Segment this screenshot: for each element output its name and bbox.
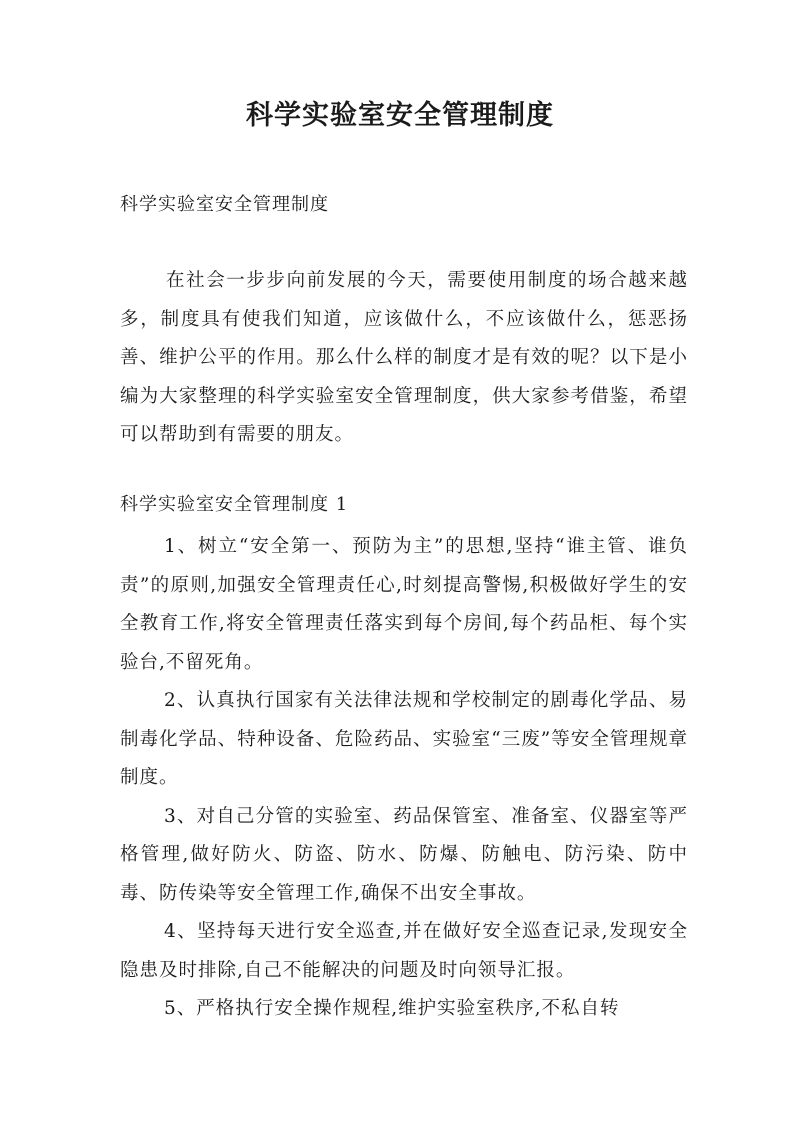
document-title: 科学实验室安全管理制度 [246,100,554,131]
intro-paragraph: 在社会一步步向前发展的今天，需要使用制度的场合越来越多，制度具有使我们知道，应该做什么，不应该做什么，惩恶扬善、维护公平的作用。那么什么样的制度才是有效的呢？以下是小编为大家整理的科学实验室安全管理制度，供大家参考借鉴，希望可以帮助到有需要的朋友。 [120,270,688,445]
rule-item-4: 4、坚持每天进行安全巡查,并在做好安全巡查记录,发现安全隐患及时排除,自己不能解决的问题及时向领导汇报。 [120,921,688,981]
rules-list [120,528,688,1029]
rule-item-3: 3、对自己分管的实验室、药品保管室、准备室、仪器室等严格管理,做好防火、防盗、防水、防爆、防触电、防污染、防中毒、防传染等安全管理工作,确保不出安全事故。 [120,805,688,904]
rule-item-2: 2、认真执行国家有关法律法规和学校制定的剧毒化学品、易制毒化学品、特种设备、危险药品、实验室“三废”等安全管理规章制度。 [120,690,688,788]
rule-item-1: 1、树立“安全第一、预防为主”的思想,坚持“谁主管、谁负责”的原则,加强安全管理责任心,时刻提高警惕,积极做好学生的安全教育工作,将安全管理责任落实到每个房间,每个药品柜、每个实验台,不留死角。 [120,536,688,673]
document-subtitle: 科学实验室安全管理制度 [120,194,329,215]
rule-item-5: 5、严格执行安全操作规程,维护实验室秩序,不私自转 [164,998,620,1019]
section-heading: 科学实验室安全管理制度 1 [120,494,349,515]
